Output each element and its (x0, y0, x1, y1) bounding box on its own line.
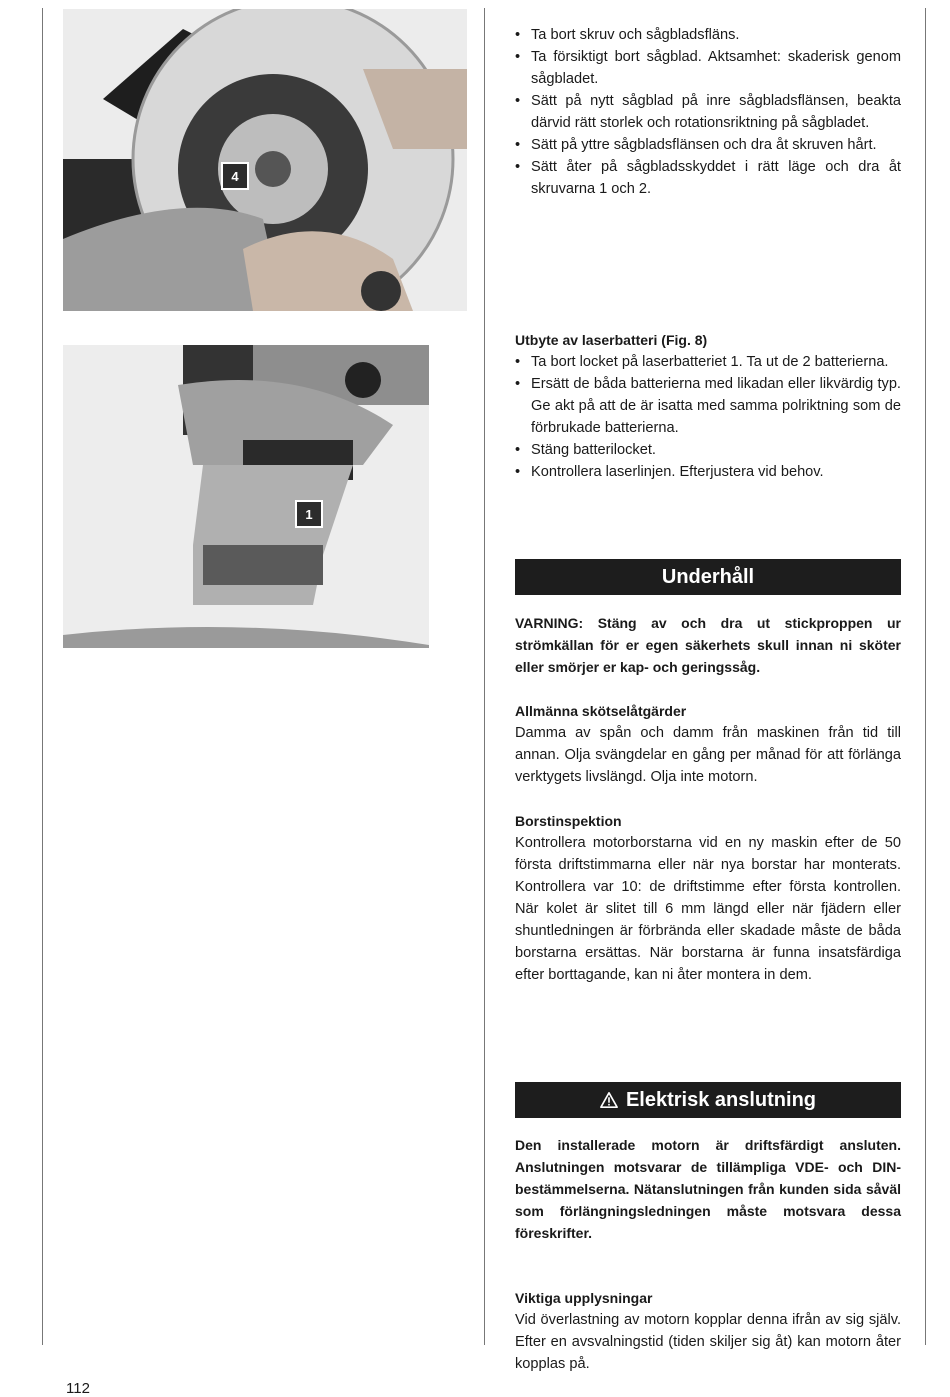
list-item: • Stäng batterilocket. (515, 439, 901, 461)
blade-steps-section (515, 24, 901, 200)
brush-inspection-text: Kontrollera motorborstarna vid en ny maskin efter de 50 första driftstimmarna eller när nya borstar har monterats. Kontrollera var 10: de driftstimme efter första kontrollen. När kolet är slitet till 6 mm längd eller när fjädern eller shuntledningen är förbrända eller skadade måste de båda borstarna ersättas. När borstarna är funna insatsfärdiga efter borttagande, kan ni åter montera in dem. (515, 835, 901, 983)
column-divider-rule (484, 8, 485, 1345)
fig-8-photo (63, 345, 429, 648)
laser-heading: Utbyte av laserbatteri (Fig. 8) (515, 332, 708, 348)
electrical-section (515, 1134, 901, 1375)
list-item: • Sätt på yttre sågbladsflänsen och dra åt skruven hårt. (515, 134, 901, 156)
fig-8-callout: 1 (295, 500, 323, 528)
laser-battery-section (515, 329, 901, 483)
list-item: • Ta bort skruv och sågbladsfläns. (515, 24, 901, 46)
brush-inspection-heading: Borstinspektion (515, 813, 622, 829)
electrical-banner-title: Elektrisk anslutning (625, 1088, 817, 1111)
right-margin-rule (925, 8, 926, 1345)
important-info-text: Vid överlastning av motorn kopplar denna ifrån av sig själv. Efter en avsvalningstid (tiden skiljer sig åt) kan motorn åter kopplas på. (515, 1312, 901, 1372)
general-care-text: Damma av spån och damm från maskinen från tid till annan. Olja svängdelar en gång per månad för att förlänga verktygets livslängd. Olja inte motorn. (515, 725, 901, 785)
blade-steps-list (515, 24, 901, 200)
fig-7-1-callout: 4 (221, 162, 249, 190)
list-item: • Ta bort locket på laserbatteriet 1. Ta ut de 2 batterierna. (515, 351, 901, 373)
list-item: • Sätt på nytt sågblad på inre sågbladsflänsen, beakta därvid rätt storlek och rotationsriktning på sågbladet. (515, 90, 901, 134)
fig-7-1-photo (63, 9, 467, 311)
list-item: • Kontrollera laserlinjen. Efterjustera vid behov. (515, 461, 901, 483)
laser-steps-list (515, 351, 901, 483)
list-item: • Ta försiktigt bort sågblad. Aktsamhet: skaderisk genom sågbladet. (515, 46, 901, 90)
left-margin-rule (42, 8, 43, 1345)
maintenance-warning: VARNING: Stäng av och dra ut stickproppen ur strömkällan för er egen säkerhets skull innan ni sköter eller smörjer er kap- och geringssåg. (515, 615, 901, 675)
warning-triangle-icon (600, 1091, 618, 1109)
page-number: 112 (66, 1380, 90, 1397)
electrical-banner (515, 1082, 901, 1118)
list-item: • Sätt åter på sågbladsskyddet i rätt läge och dra åt skruvarna 1 och 2. (515, 156, 901, 200)
maintenance-banner (515, 559, 901, 595)
important-info-heading: Viktiga upplysningar (515, 1290, 653, 1306)
electrical-intro: Den installerade motorn är driftsfärdigt ansluten. Anslutningen motsvarar de tillämpliga VDE- och DIN-bestämmelserna. Nätanslutningen från kunden sida såväl som förlängningsledningen måste motsvara dessa föreskrifter. (515, 1137, 901, 1241)
maintenance-section (515, 612, 901, 986)
general-care-heading: Allmänna skötselåtgärder (515, 703, 687, 719)
maintenance-banner-title: Underhåll (661, 565, 755, 588)
list-item: • Ersätt de båda batterierna med likadan eller likvärdig typ. Ge akt på att de är isatta med samma polriktning som de förbrukade batterierna. (515, 373, 901, 439)
